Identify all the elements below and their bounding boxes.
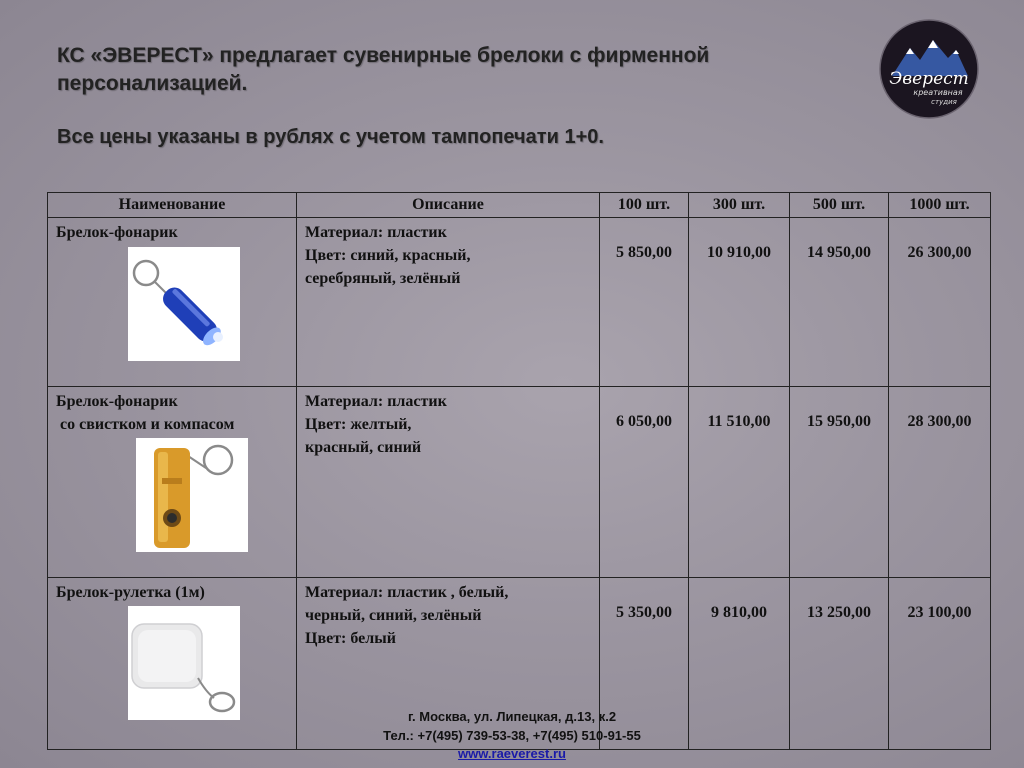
price-table [47, 192, 991, 750]
product-name: Брелок-фонарик [56, 224, 178, 241]
description-line: серебряный, зелёный [305, 270, 461, 287]
header-qty-100: 100 шт. [600, 193, 689, 218]
header-qty-300: 300 шт. [689, 193, 790, 218]
page-title [57, 42, 817, 98]
price-500: 13 250,00 [790, 578, 889, 750]
tape-measure-image [128, 606, 240, 720]
price-100: 5 350,00 [600, 578, 689, 750]
footer-phones: Тел.: +7(495) 739-53-38, +7(495) 510-91-55 [383, 728, 641, 743]
description-line: Цвет: синий, красный, [305, 247, 471, 264]
description-line: Материал: пластик , белый, [305, 584, 509, 601]
price-300: 9 810,00 [689, 578, 790, 750]
footer-address: г. Москва, ул. Липецкая, д.13, к.2 [407, 709, 617, 724]
description-line: Материал: пластик [305, 224, 447, 241]
price-500: 15 950,00 [790, 387, 889, 578]
description-line: красный, синий [305, 439, 422, 456]
header-qty-500: 500 шт. [790, 193, 889, 218]
price-1000: 23 100,00 [889, 578, 991, 750]
description-line: черный, синий, зелёный [305, 607, 482, 624]
website-link[interactable]: www.raeverest.ru [458, 746, 566, 761]
header-description: Описание [297, 193, 600, 218]
product-name: Брелок-рулетка (1м) [56, 584, 205, 601]
blue-flashlight-image [128, 247, 240, 361]
description-line: Цвет: белый [305, 630, 396, 647]
logo-tagline-2: студия [931, 98, 957, 106]
price-100: 5 850,00 [600, 218, 689, 387]
whistle-compass-image [136, 438, 248, 552]
product-description-cell [297, 218, 600, 387]
price-1000: 26 300,00 [889, 218, 991, 387]
header-qty-1000: 1000 шт. [889, 193, 991, 218]
page-subtitle: Все цены указаны в рублях с учетом тампопечати 1+0. [57, 126, 604, 148]
price-1000: 28 300,00 [889, 387, 991, 578]
product-name: Брелок-фонарик [56, 393, 178, 410]
logo-brand: Эверест [889, 69, 969, 89]
price-100: 6 050,00 [600, 387, 689, 578]
description-line: Цвет: желтый, [305, 416, 412, 433]
product-description-cell [297, 387, 600, 578]
product-name-cell [48, 218, 297, 387]
logo-tagline-1: креативная [913, 88, 963, 97]
title-line-2: персонализацией. [57, 72, 248, 95]
everest-logo [878, 18, 980, 120]
description-line: Материал: пластик [305, 393, 447, 410]
title-line-1: КС «ЭВЕРЕСТ» предлагает сувенирные брелоки с фирменной [57, 44, 710, 67]
price-300: 10 910,00 [689, 218, 790, 387]
table-header-row [48, 193, 991, 218]
price-300: 11 510,00 [689, 387, 790, 578]
table-row [48, 387, 991, 578]
product-name-cell [48, 387, 297, 578]
price-500: 14 950,00 [790, 218, 889, 387]
header-name: Наименование [48, 193, 297, 218]
table-row [48, 218, 991, 387]
product-name-extra: со свистком и компасом [56, 416, 235, 433]
